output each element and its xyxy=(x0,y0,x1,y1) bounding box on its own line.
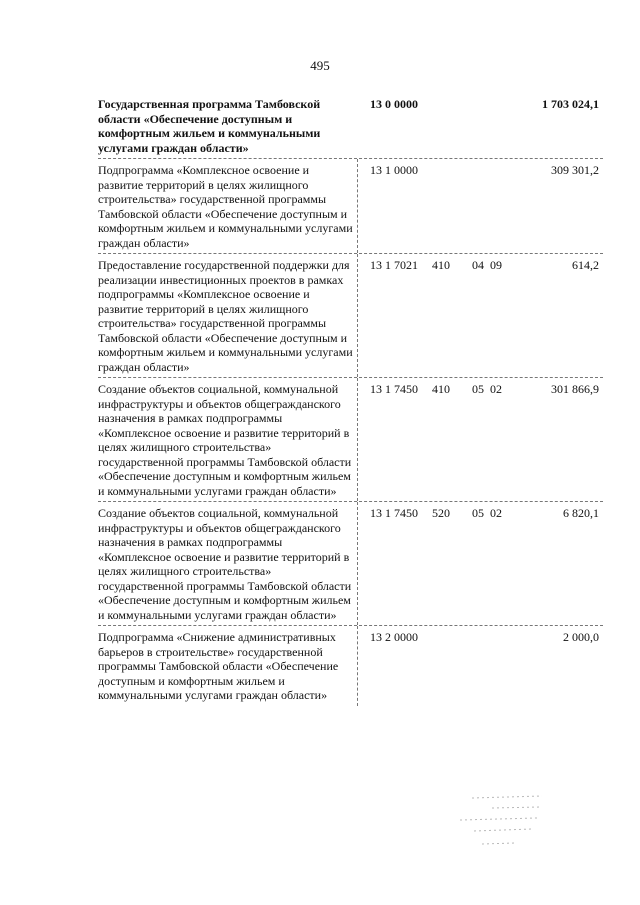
row-target-code: 13 1 7021 xyxy=(370,258,418,272)
column-divider xyxy=(357,502,358,625)
row-section-code: 05 02 xyxy=(472,382,502,396)
row-description: Создание объектов социальной, коммунальной инфраструктуры и объектов общегражданского назначения в рамках подпрограммы «Комплексное освоение и развитие территорий в целях жилищного строительства» государственной программы Тамбовской области «Обеспечение доступным и комфортным жильем и коммунальными услугами граждан области» xyxy=(98,382,352,498)
row-description: Государственная программа Тамбовской области «Обеспечение доступным и комфортным жильем и коммунальными услугами граждан области» xyxy=(98,97,321,155)
row-target-code: 13 2 0000 xyxy=(370,630,418,644)
row-description: Подпрограмма «Комплексное освоение и развитие территорий в целях жилищного строительства» государственной программы Тамбовской области «Обеспечение доступным и комфортным жильем и коммунальными услугами граждан области» xyxy=(98,163,353,250)
row-expense-type: 410 xyxy=(432,258,450,272)
row-amount: 301 866,9 xyxy=(551,382,599,396)
row-target-code: 13 0 0000 xyxy=(370,97,418,111)
row-description: Подпрограмма «Снижение административных барьеров в строительстве» государственной программы Тамбовской области «Обеспечение доступным и комфортным жильем и коммунальными услугами граждан области» xyxy=(98,630,339,702)
row-section-code: 05 02 xyxy=(472,506,502,520)
row-description: Создание объектов социальной, коммунальной инфраструктуры и объектов общегражданского назначения в рамках подпрограммы «Комплексное освоение и развитие территорий в целях жилищного строительства» государственной программы Тамбовской области «Обеспечение доступным и комфортным жильем и коммунальными услугами граждан области» xyxy=(98,506,352,622)
column-divider xyxy=(357,378,358,501)
table-row xyxy=(98,253,603,377)
row-target-code: 13 1 0000 xyxy=(370,163,418,177)
table-row xyxy=(98,501,603,625)
table-row xyxy=(98,93,603,158)
column-divider xyxy=(357,254,358,377)
row-description: Предоставление государственной поддержки для реализации инвестиционных проектов в рамках подпрограммы «Комплексное освоение и развитие территорий в целях жилищного строительства» государственной программы Тамбовской области «Обеспечение доступным и комфортным жильем и коммунальными услугами граждан области» xyxy=(98,258,353,374)
row-amount: 614,2 xyxy=(572,258,599,272)
table-row xyxy=(98,377,603,501)
row-amount: 2 000,0 xyxy=(563,630,599,644)
row-amount: 309 301,2 xyxy=(551,163,599,177)
column-divider xyxy=(357,626,358,706)
row-expense-type: 520 xyxy=(432,506,450,520)
row-amount: 1 703 024,1 xyxy=(542,97,599,111)
row-section-code: 04 09 xyxy=(472,258,502,272)
faint-stamp-mark xyxy=(452,790,562,852)
row-target-code: 13 1 7450 xyxy=(370,506,418,520)
row-amount: 6 820,1 xyxy=(563,506,599,520)
table-row xyxy=(98,158,603,253)
table-row xyxy=(98,625,603,706)
page-number: 495 xyxy=(310,58,330,73)
row-target-code: 13 1 7450 xyxy=(370,382,418,396)
row-expense-type: 410 xyxy=(432,382,450,396)
column-divider xyxy=(357,159,358,253)
budget-table xyxy=(98,93,603,706)
